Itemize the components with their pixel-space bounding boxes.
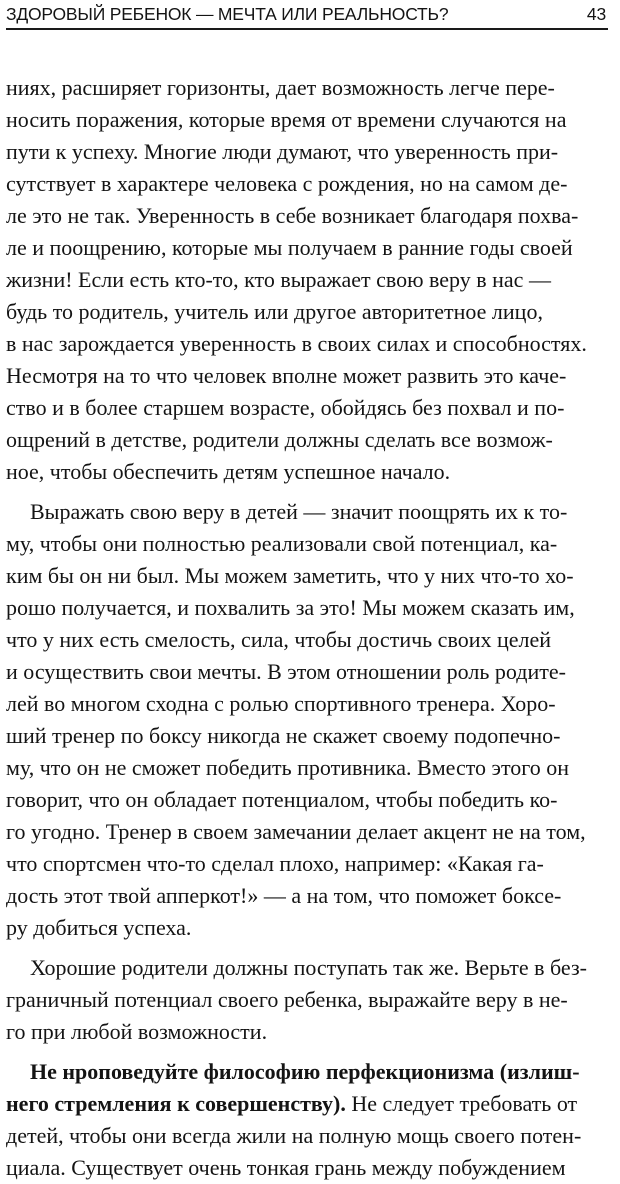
text-line: и осуществить свои мечты. В этом отношении роль родите-: [6, 659, 566, 684]
text-line: жизни! Если есть кто-то, кто выражает свою веру в нас —: [6, 267, 551, 292]
text-line: в нас зарождается уверенность в своих силах и способностях.: [6, 331, 587, 356]
text-line: го угодно. Тренер в своем замечании делает акцент не на том,: [6, 819, 586, 844]
text-line: лей во многом сходна с ролью спортивного тренера. Хоро-: [6, 691, 556, 716]
text-line: рошо получается, и похвалить за это! Мы можем сказать им,: [6, 595, 575, 620]
text-line: граничный потенциал своего ребенка, выражайте веру в не-: [6, 987, 568, 1012]
text-line: будь то родитель, учитель или другое авторитетное лицо,: [6, 299, 543, 324]
running-title: ЗДОРОВЫЙ РЕБЕНОК — МЕЧТА ИЛИ РЕАЛЬНОСТЬ?: [6, 4, 449, 24]
text-line: что спортсмен что-то сделал плохо, например: «Какая га-: [6, 851, 544, 876]
text-line: ле это не так. Уверенность в себе возникает благодаря похва-: [6, 203, 579, 228]
text-line: Выражать свою веру в детей — значит поощрять их к то-: [30, 499, 568, 524]
text-line: носить поражения, которые время от времени случаются на: [6, 107, 567, 132]
text-line: детей, чтобы они всегда жили на полную мощь своего потен-: [6, 1123, 582, 1148]
text-line: Хорошие родители должны поступать так же. Верьте в без-: [30, 955, 587, 980]
text-line: Несмотря на то что человек вполне может развить это каче-: [6, 363, 567, 388]
paragraph-1: [6, 72, 614, 488]
text-line: ле и поощрению, которые мы получаем в ранние годы своей: [6, 235, 573, 260]
text-line: циала. Существует очень тонкая грань между побуждением: [6, 1155, 566, 1180]
bold-lead: Не нроповедуйте философию перфекционизма (излиш-: [30, 1059, 580, 1084]
text-line: ший тренер по боксу никогда не скажет своему подопечно-: [6, 723, 561, 748]
page-number: 43: [586, 4, 606, 24]
text-line: ру добиться успеха.: [6, 915, 192, 940]
text-line: ство и в более старшем возрасте, обойдясь без похвал и по-: [6, 395, 565, 420]
body-text: [6, 72, 614, 1184]
text-line: ниях, расширяет горизонты, дает возможность легче пере-: [6, 75, 555, 100]
text-line: го при любой возможности.: [6, 1019, 268, 1044]
text-line: ким бы он ни был. Мы можем заметить, что у них что-то хо-: [6, 563, 574, 588]
bold-lead-continued: него стремления к совершенству).: [6, 1091, 346, 1116]
text-line: [6, 1088, 614, 1120]
lead-rest: Не следует требовать от: [345, 1091, 578, 1116]
paragraph-4: [6, 1056, 614, 1184]
paragraph-2: [6, 496, 614, 944]
running-header: [6, 2, 608, 30]
text-line: ощрений в детстве, родители должны сделать все возмож-: [6, 427, 553, 452]
text-line: [6, 1056, 614, 1088]
text-line: пути к успеху. Многие люди думают, что уверенность при-: [6, 139, 559, 164]
text-line: говорит, что он обладает потенциалом, чтобы победить ко-: [6, 787, 558, 812]
text-line: му, что он не сможет победить противника. Вместо этого он: [6, 755, 570, 780]
text-line: му, чтобы они полностью реализовали свой потенциал, ка-: [6, 531, 558, 556]
text-line: сутствует в характере человека с рождения, но на самом де-: [6, 171, 568, 196]
text-line: дость этот твой апперкот!» — а на том, что поможет боксе-: [6, 883, 562, 908]
text-line: что у них есть смелость, сила, чтобы достичь своих целей: [6, 627, 552, 652]
text-line: ное, чтобы обеспечить детям успешное начало.: [6, 459, 451, 484]
paragraph-3: [6, 952, 614, 1048]
